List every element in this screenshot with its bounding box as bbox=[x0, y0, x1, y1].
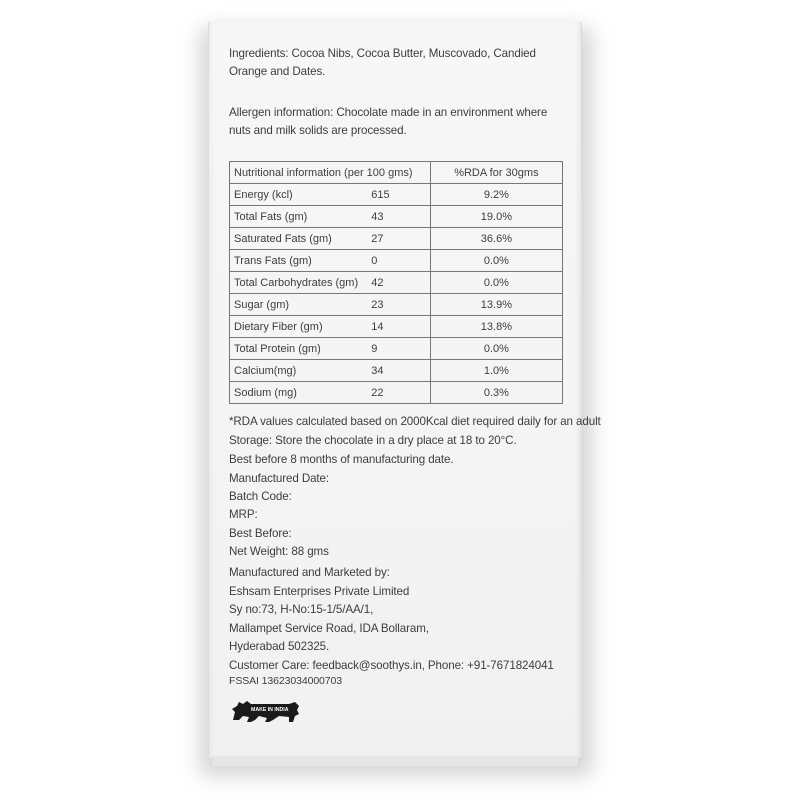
nutrient-name: Calcium(mg) bbox=[230, 360, 369, 382]
nutrient-value: 42 bbox=[368, 272, 430, 294]
table-header-nutrition: Nutritional information (per 100 gms) bbox=[230, 162, 431, 184]
allergen-text: Allergen information: Chocolate made in an environment where nuts and milk solids are processed. bbox=[229, 106, 548, 137]
logo-text: MAKE IN INDIA bbox=[251, 707, 289, 713]
batch-code-label: Batch Code: bbox=[229, 490, 292, 503]
nutrient-value: 34 bbox=[368, 360, 430, 382]
nutrient-value: 9 bbox=[368, 338, 430, 360]
customer-care: Customer Care: feedback@soothys.in, Phone: +91-7671824041 bbox=[229, 659, 554, 672]
nutrient-name: Energy (kcl) bbox=[230, 184, 369, 206]
rda-note: *RDA values calculated based on 2000Kcal diet required daily for an adult bbox=[229, 415, 601, 428]
table-row bbox=[230, 184, 563, 206]
nutrient-name: Total Carbohydrates (gm) bbox=[230, 272, 369, 294]
nutrient-value: 27 bbox=[368, 228, 430, 250]
nutrient-value: 615 bbox=[368, 184, 430, 206]
nutrient-rda: 36.6% bbox=[430, 228, 562, 250]
nutrient-rda: 0.0% bbox=[430, 272, 562, 294]
table-row bbox=[230, 382, 563, 404]
ingredients-text: Ingredients: Cocoa Nibs, Cocoa Butter, Muscovado, Candied Orange and Dates. bbox=[229, 47, 536, 78]
nutrition-table-body bbox=[230, 184, 563, 404]
nutrient-rda: 1.0% bbox=[430, 360, 562, 382]
nutrient-rda: 0.0% bbox=[430, 338, 562, 360]
nutrient-rda: 0.3% bbox=[430, 382, 562, 404]
table-row bbox=[230, 294, 563, 316]
nutrient-name: Total Fats (gm) bbox=[230, 206, 369, 228]
table-header-row bbox=[230, 162, 563, 184]
mrp-label: MRP: bbox=[229, 508, 258, 521]
nutrient-name: Saturated Fats (gm) bbox=[230, 228, 369, 250]
best-before-note: Best before 8 months of manufacturing date. bbox=[229, 453, 454, 466]
nutrient-value: 14 bbox=[368, 316, 430, 338]
nutrient-name: Sugar (gm) bbox=[230, 294, 369, 316]
nutrient-rda: 13.9% bbox=[430, 294, 562, 316]
table-row bbox=[230, 250, 563, 272]
manufactured-date-label: Manufactured Date: bbox=[229, 472, 330, 485]
table-row bbox=[230, 360, 563, 382]
nutrient-name: Sodium (mg) bbox=[230, 382, 369, 404]
net-weight: Net Weight: 88 gms bbox=[229, 545, 329, 558]
nutrient-value: 0 bbox=[368, 250, 430, 272]
nutrient-value: 43 bbox=[368, 206, 430, 228]
manufacturer-city: Hyderabad 502325. bbox=[229, 640, 330, 653]
nutrient-rda: 13.8% bbox=[430, 316, 562, 338]
box-bottom-edge bbox=[212, 756, 578, 766]
nutrient-name: Dietary Fiber (gm) bbox=[230, 316, 369, 338]
manufacturer-company: Eshsam Enterprises Private Limited bbox=[229, 585, 410, 598]
storage-text: Storage: Store the chocolate in a dry place at 18 to 20°C. bbox=[229, 434, 517, 447]
nutrition-table bbox=[229, 161, 563, 404]
table-row bbox=[230, 338, 563, 360]
nutrient-rda: 9.2% bbox=[430, 184, 562, 206]
fssai-number: FSSAI 13623034000703 bbox=[229, 675, 343, 687]
nutrient-value: 23 bbox=[368, 294, 430, 316]
table-row bbox=[230, 228, 563, 250]
nutrient-name: Total Protein (gm) bbox=[230, 338, 369, 360]
nutrient-rda: 19.0% bbox=[430, 206, 562, 228]
manufacturer-address-2: Mallampet Service Road, IDA Bollaram, bbox=[229, 622, 429, 635]
nutrient-name: Trans Fats (gm) bbox=[230, 250, 369, 272]
best-before-label: Best Before: bbox=[229, 527, 292, 540]
manufacturer-heading: Manufactured and Marketed by: bbox=[229, 566, 390, 579]
table-row bbox=[230, 206, 563, 228]
manufacturer-address-1: Sy no:73, H-No:15-1/5/AA/1, bbox=[229, 603, 374, 616]
nutrient-rda: 0.0% bbox=[430, 250, 562, 272]
table-row bbox=[230, 272, 563, 294]
make-in-india-lion-icon bbox=[229, 698, 309, 726]
table-row bbox=[230, 316, 563, 338]
nutrient-value: 22 bbox=[368, 382, 430, 404]
table-header-rda: %RDA for 30gms bbox=[430, 162, 562, 184]
